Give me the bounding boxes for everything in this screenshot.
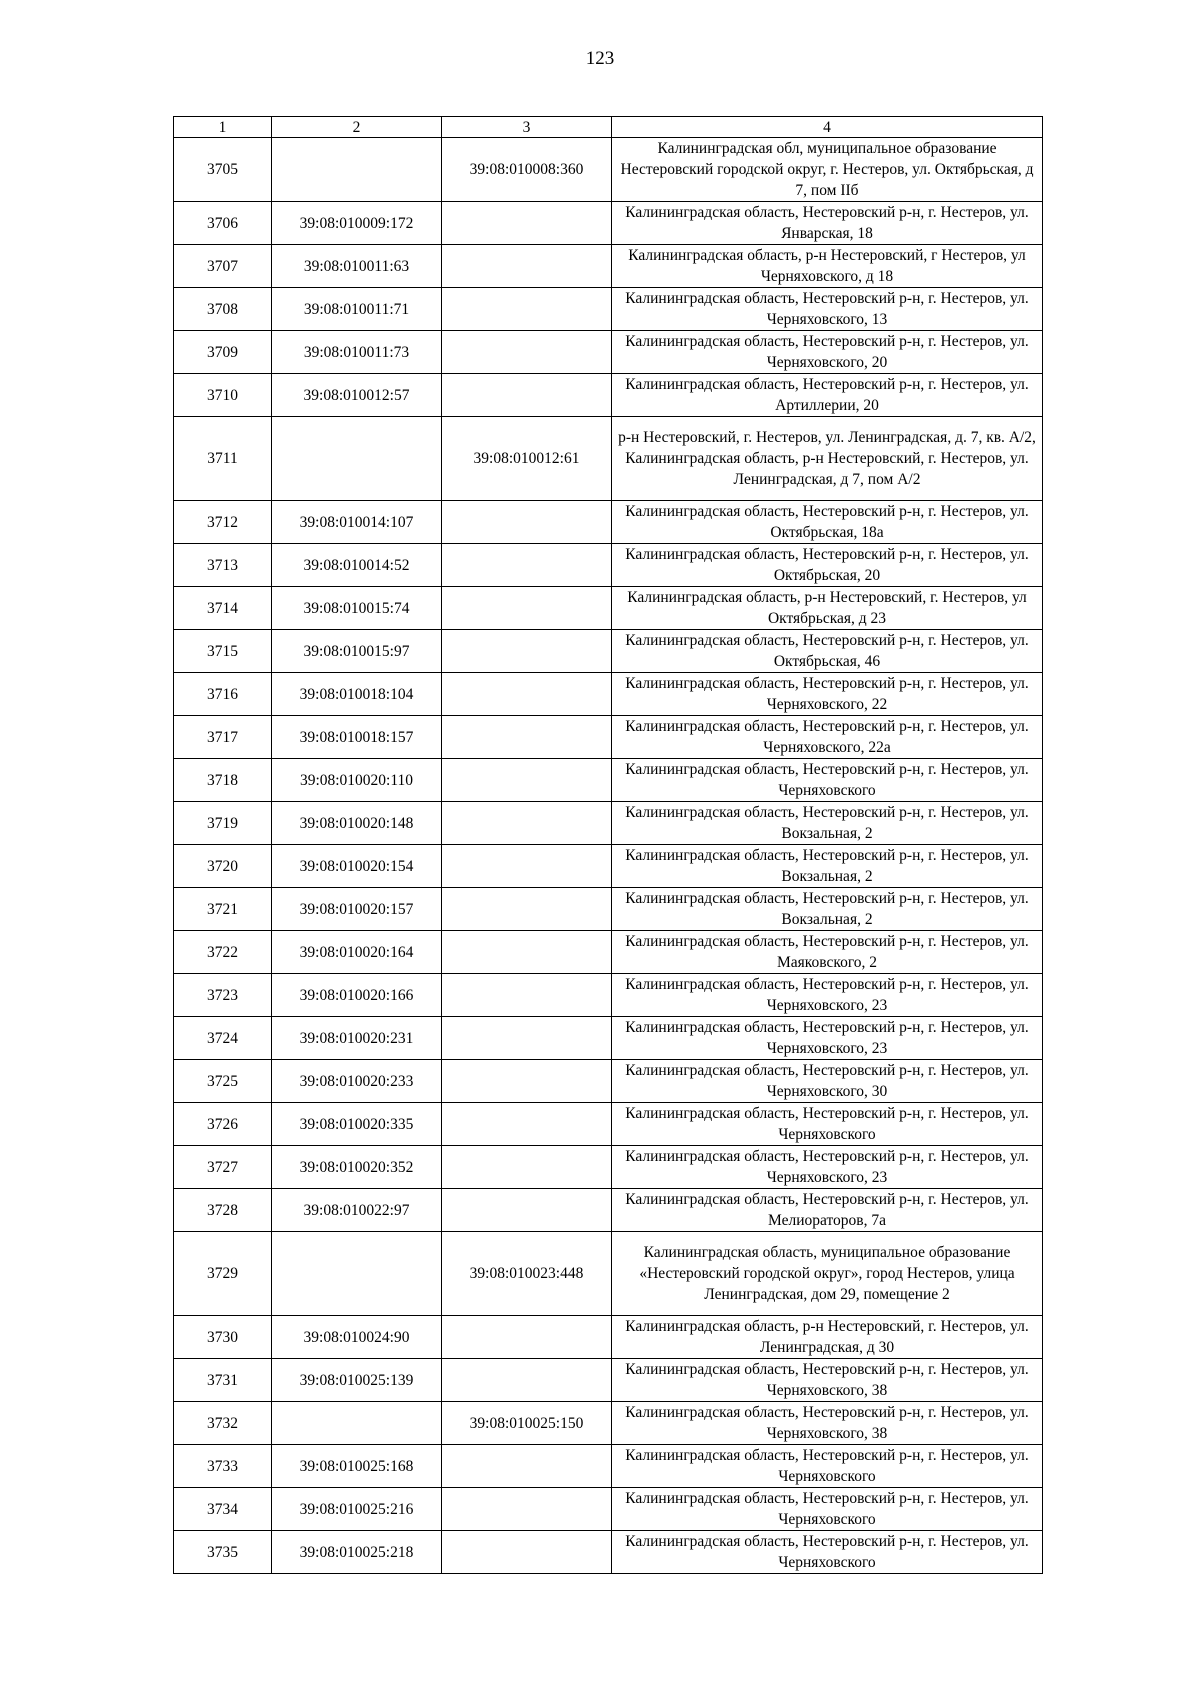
table-row bbox=[174, 931, 1043, 974]
cadastral-number-col2 bbox=[272, 1232, 442, 1316]
cadastral-number-col2: 39:08:010020:233 bbox=[272, 1060, 442, 1103]
cadastral-number-col2: 39:08:010011:63 bbox=[272, 245, 442, 288]
address-cell: Калининградская область, Нестеровский р-н, г. Нестеров, ул. Вокзальная, 2 bbox=[612, 845, 1043, 888]
row-number: 3716 bbox=[174, 673, 272, 716]
cadastral-number-col3 bbox=[442, 288, 612, 331]
row-number: 3726 bbox=[174, 1103, 272, 1146]
cadastral-number-col3 bbox=[442, 845, 612, 888]
cadastral-number-col2: 39:08:010020:110 bbox=[272, 759, 442, 802]
cadastral-number-col2: 39:08:010015:74 bbox=[272, 587, 442, 630]
row-number: 3715 bbox=[174, 630, 272, 673]
row-number: 3723 bbox=[174, 974, 272, 1017]
cadastral-number-col2: 39:08:010011:73 bbox=[272, 331, 442, 374]
row-number: 3721 bbox=[174, 888, 272, 931]
table-row bbox=[174, 374, 1043, 417]
row-number: 3711 bbox=[174, 417, 272, 501]
address-cell: р-н Нестеровский, г. Нестеров, ул. Ленинградская, д. 7, кв. А/2, Калининградская область, р-н Нестеровский, г. Нестеров, ул. Ленинградская, д 7, пом А/2 bbox=[612, 417, 1043, 501]
header-col-1: 1 bbox=[174, 117, 272, 138]
address-cell: Калининградская область, Нестеровский р-н, г. Нестеров, ул. Черняховского bbox=[612, 1531, 1043, 1574]
row-number: 3729 bbox=[174, 1232, 272, 1316]
cadastral-number-col2: 39:08:010025:216 bbox=[272, 1488, 442, 1531]
cadastral-number-col3 bbox=[442, 802, 612, 845]
address-cell: Калининградская область, Нестеровский р-н, г. Нестеров, ул. Черняховского, 13 bbox=[612, 288, 1043, 331]
cadastral-number-col3 bbox=[442, 716, 612, 759]
cadastral-number-col3: 39:08:010023:448 bbox=[442, 1232, 612, 1316]
cadastral-number-col3 bbox=[442, 931, 612, 974]
table-row bbox=[174, 802, 1043, 845]
property-registry-table bbox=[173, 116, 1043, 1574]
cadastral-number-col2 bbox=[272, 138, 442, 202]
cadastral-number-col3 bbox=[442, 974, 612, 1017]
cadastral-number-col2: 39:08:010020:166 bbox=[272, 974, 442, 1017]
cadastral-number-col3 bbox=[442, 331, 612, 374]
cadastral-number-col3: 39:08:010025:150 bbox=[442, 1402, 612, 1445]
table-row bbox=[174, 331, 1043, 374]
cadastral-number-col2: 39:08:010025:168 bbox=[272, 1445, 442, 1488]
cadastral-number-col3 bbox=[442, 630, 612, 673]
table-row bbox=[174, 1488, 1043, 1531]
table-row bbox=[174, 845, 1043, 888]
cadastral-number-col3: 39:08:010012:61 bbox=[442, 417, 612, 501]
table-row bbox=[174, 417, 1043, 501]
table-row bbox=[174, 202, 1043, 245]
table-row bbox=[174, 138, 1043, 202]
cadastral-number-col2: 39:08:010015:97 bbox=[272, 630, 442, 673]
row-number: 3706 bbox=[174, 202, 272, 245]
row-number: 3717 bbox=[174, 716, 272, 759]
row-number: 3714 bbox=[174, 587, 272, 630]
address-cell: Калининградская область, Нестеровский р-н, г. Нестеров, ул. Черняховского bbox=[612, 1103, 1043, 1146]
cadastral-number-col3 bbox=[442, 1359, 612, 1402]
cadastral-number-col3 bbox=[442, 544, 612, 587]
address-cell: Калининградская область, Нестеровский р-н, г. Нестеров, ул. Черняховского, 23 bbox=[612, 974, 1043, 1017]
cadastral-number-col2: 39:08:010014:107 bbox=[272, 501, 442, 544]
cadastral-number-col2: 39:08:010012:57 bbox=[272, 374, 442, 417]
table-row bbox=[174, 245, 1043, 288]
address-cell: Калининградская область, муниципальное образование «Нестеровский городской округ», город Нестеров, улица Ленинградская, дом 29, помещение 2 bbox=[612, 1232, 1043, 1316]
cadastral-number-col2 bbox=[272, 417, 442, 501]
cadastral-number-col2: 39:08:010020:164 bbox=[272, 931, 442, 974]
address-cell: Калининградская область, Нестеровский р-н, г. Нестеров, ул. Маяковского, 2 bbox=[612, 931, 1043, 974]
address-cell: Калининградская область, Нестеровский р-н, г. Нестеров, ул. Октябрьская, 46 bbox=[612, 630, 1043, 673]
cadastral-number-col3 bbox=[442, 1146, 612, 1189]
cadastral-number-col3 bbox=[442, 245, 612, 288]
address-cell: Калининградская область, Нестеровский р-н, г. Нестеров, ул. Октябрьская, 20 bbox=[612, 544, 1043, 587]
cadastral-number-col2: 39:08:010022:97 bbox=[272, 1189, 442, 1232]
table-row bbox=[174, 1060, 1043, 1103]
table-row bbox=[174, 1189, 1043, 1232]
cadastral-number-col3 bbox=[442, 1189, 612, 1232]
address-cell: Калининградская область, Нестеровский р-н, г. Нестеров, ул. Черняховского bbox=[612, 1445, 1043, 1488]
table-row bbox=[174, 501, 1043, 544]
cadastral-number-col3 bbox=[442, 587, 612, 630]
row-number: 3733 bbox=[174, 1445, 272, 1488]
cadastral-number-col3 bbox=[442, 1488, 612, 1531]
table-row bbox=[174, 1017, 1043, 1060]
table-row bbox=[174, 759, 1043, 802]
header-row bbox=[174, 117, 1043, 138]
table-row bbox=[174, 630, 1043, 673]
table-header bbox=[174, 117, 1043, 138]
row-number: 3718 bbox=[174, 759, 272, 802]
row-number: 3713 bbox=[174, 544, 272, 587]
cadastral-number-col3 bbox=[442, 673, 612, 716]
table-row bbox=[174, 1445, 1043, 1488]
table-row bbox=[174, 888, 1043, 931]
table-row bbox=[174, 587, 1043, 630]
table-row bbox=[174, 1232, 1043, 1316]
table-row bbox=[174, 1316, 1043, 1359]
cadastral-number-col2: 39:08:010018:104 bbox=[272, 673, 442, 716]
cadastral-number-col2: 39:08:010020:148 bbox=[272, 802, 442, 845]
cadastral-number-col3 bbox=[442, 888, 612, 931]
cadastral-number-col3 bbox=[442, 1060, 612, 1103]
table-row bbox=[174, 673, 1043, 716]
table-row bbox=[174, 288, 1043, 331]
cadastral-number-col2: 39:08:010011:71 bbox=[272, 288, 442, 331]
row-number: 3731 bbox=[174, 1359, 272, 1402]
table-row bbox=[174, 1146, 1043, 1189]
row-number: 3722 bbox=[174, 931, 272, 974]
address-cell: Калининградская область, Нестеровский р-н, г. Нестеров, ул. Октябрьская, 18а bbox=[612, 501, 1043, 544]
cadastral-number-col2: 39:08:010020:352 bbox=[272, 1146, 442, 1189]
address-cell: Калининградская область, Нестеровский р-н, г. Нестеров, ул. Черняховского, 38 bbox=[612, 1359, 1043, 1402]
header-col-4: 4 bbox=[612, 117, 1043, 138]
cadastral-number-col3 bbox=[442, 1445, 612, 1488]
cadastral-number-col3 bbox=[442, 374, 612, 417]
cadastral-number-col2 bbox=[272, 1402, 442, 1445]
row-number: 3725 bbox=[174, 1060, 272, 1103]
table-body bbox=[174, 138, 1043, 1574]
header-col-2: 2 bbox=[272, 117, 442, 138]
row-number: 3710 bbox=[174, 374, 272, 417]
row-number: 3734 bbox=[174, 1488, 272, 1531]
table-row bbox=[174, 544, 1043, 587]
table-row bbox=[174, 1531, 1043, 1574]
address-cell: Калининградская область, Нестеровский р-н, г. Нестеров, ул. Черняховского, 22 bbox=[612, 673, 1043, 716]
address-cell: Калининградская область, Нестеровский р-н, г. Нестеров, ул. Черняховского, 20 bbox=[612, 331, 1043, 374]
cadastral-number-col3 bbox=[442, 759, 612, 802]
row-number: 3730 bbox=[174, 1316, 272, 1359]
row-number: 3708 bbox=[174, 288, 272, 331]
address-cell: Калининградская область, Нестеровский р-н, г. Нестеров, ул. Черняховского, 30 bbox=[612, 1060, 1043, 1103]
page-number: 123 bbox=[585, 48, 615, 69]
row-number: 3719 bbox=[174, 802, 272, 845]
row-number: 3705 bbox=[174, 138, 272, 202]
address-cell: Калининградская область, р-н Нестеровский, г. Нестеров, ул Октябрьская, д 23 bbox=[612, 587, 1043, 630]
cadastral-number-col2: 39:08:010009:172 bbox=[272, 202, 442, 245]
cadastral-number-col3 bbox=[442, 1017, 612, 1060]
table-row bbox=[174, 1402, 1043, 1445]
address-cell: Калининградская область, р-н Нестеровский, г. Нестеров, ул. Ленинградская, д 30 bbox=[612, 1316, 1043, 1359]
table-row bbox=[174, 716, 1043, 759]
cadastral-number-col3 bbox=[442, 202, 612, 245]
cadastral-number-col2: 39:08:010024:90 bbox=[272, 1316, 442, 1359]
table-row bbox=[174, 1359, 1043, 1402]
address-cell: Калининградская область, Нестеровский р-н, г. Нестеров, ул. Артиллерии, 20 bbox=[612, 374, 1043, 417]
table-row bbox=[174, 1103, 1043, 1146]
row-number: 3727 bbox=[174, 1146, 272, 1189]
address-cell: Калининградская область, Нестеровский р-н, г. Нестеров, ул. Черняховского, 22а bbox=[612, 716, 1043, 759]
table-row bbox=[174, 974, 1043, 1017]
cadastral-number-col3 bbox=[442, 1103, 612, 1146]
address-cell: Калининградская область, Нестеровский р-н, г. Нестеров, ул. Вокзальная, 2 bbox=[612, 802, 1043, 845]
address-cell: Калининградская область, Нестеровский р-н, г. Нестеров, ул. Черняховского, 23 bbox=[612, 1146, 1043, 1189]
cadastral-number-col3 bbox=[442, 1316, 612, 1359]
row-number: 3709 bbox=[174, 331, 272, 374]
address-cell: Калининградская обл, муниципальное образование Нестеровский городской округ, г. Нестеров, ул. Октябрьская, д 7, пом IIб bbox=[612, 138, 1043, 202]
row-number: 3728 bbox=[174, 1189, 272, 1232]
cadastral-number-col2: 39:08:010025:139 bbox=[272, 1359, 442, 1402]
address-cell: Калининградская область, р-н Нестеровский, г Нестеров, ул Черняховского, д 18 bbox=[612, 245, 1043, 288]
cadastral-number-col3 bbox=[442, 501, 612, 544]
cadastral-number-col2: 39:08:010020:231 bbox=[272, 1017, 442, 1060]
row-number: 3724 bbox=[174, 1017, 272, 1060]
row-number: 3707 bbox=[174, 245, 272, 288]
cadastral-number-col2: 39:08:010025:218 bbox=[272, 1531, 442, 1574]
cadastral-number-col2: 39:08:010020:335 bbox=[272, 1103, 442, 1146]
cadastral-number-col3: 39:08:010008:360 bbox=[442, 138, 612, 202]
row-number: 3732 bbox=[174, 1402, 272, 1445]
address-cell: Калининградская область, Нестеровский р-н, г. Нестеров, ул. Мелиораторов, 7а bbox=[612, 1189, 1043, 1232]
address-cell: Калининградская область, Нестеровский р-н, г. Нестеров, ул. Черняховского, 23 bbox=[612, 1017, 1043, 1060]
row-number: 3712 bbox=[174, 501, 272, 544]
address-cell: Калининградская область, Нестеровский р-н, г. Нестеров, ул. Январская, 18 bbox=[612, 202, 1043, 245]
cadastral-number-col2: 39:08:010020:154 bbox=[272, 845, 442, 888]
cadastral-number-col2: 39:08:010020:157 bbox=[272, 888, 442, 931]
row-number: 3735 bbox=[174, 1531, 272, 1574]
address-cell: Калининградская область, Нестеровский р-н, г. Нестеров, ул. Черняховского bbox=[612, 759, 1043, 802]
cadastral-number-col2: 39:08:010014:52 bbox=[272, 544, 442, 587]
row-number: 3720 bbox=[174, 845, 272, 888]
address-cell: Калининградская область, Нестеровский р-н, г. Нестеров, ул. Вокзальная, 2 bbox=[612, 888, 1043, 931]
cadastral-number-col2: 39:08:010018:157 bbox=[272, 716, 442, 759]
address-cell: Калининградская область, Нестеровский р-н, г. Нестеров, ул. Черняховского bbox=[612, 1488, 1043, 1531]
cadastral-number-col3 bbox=[442, 1531, 612, 1574]
address-cell: Калининградская область, Нестеровский р-н, г. Нестеров, ул. Черняховского, 38 bbox=[612, 1402, 1043, 1445]
header-col-3: 3 bbox=[442, 117, 612, 138]
